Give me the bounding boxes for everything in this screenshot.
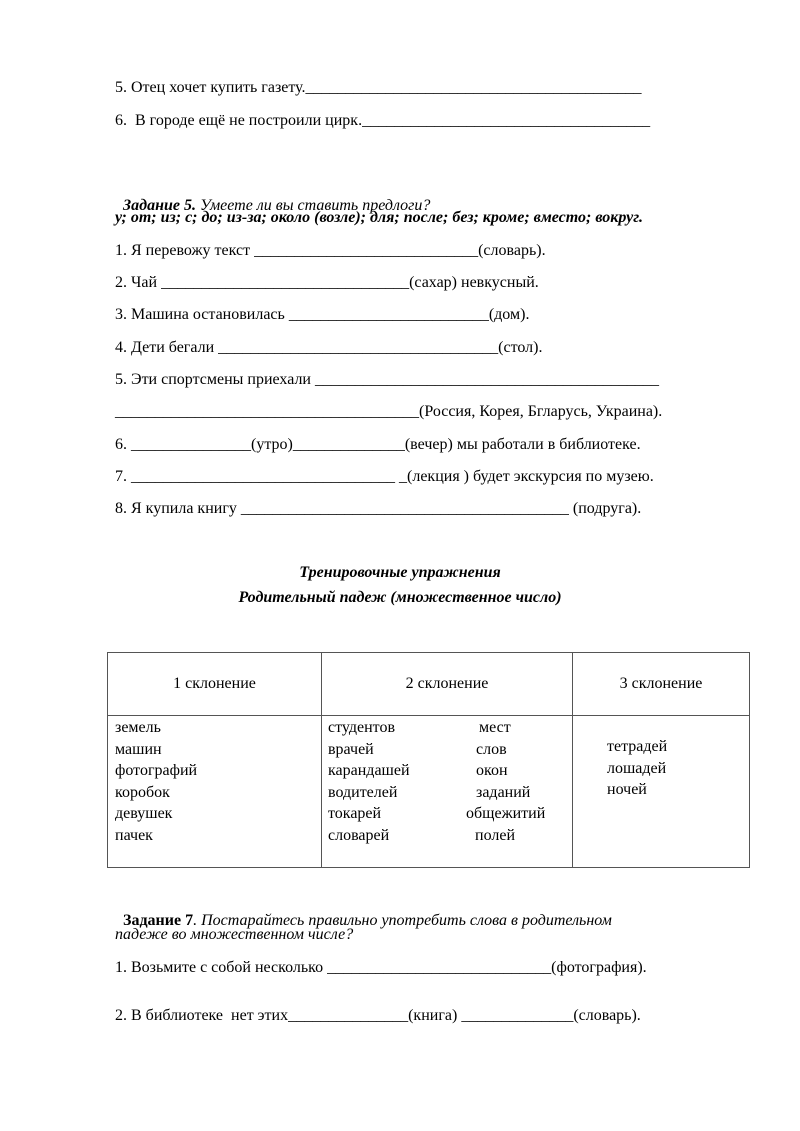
exercise-line-6: 6. В городе ещё не построили цирк.____________________________________ xyxy=(115,112,651,129)
section-subheading: Родительный падеж (множественное число) xyxy=(238,589,562,606)
header-declension-1: 1 склонение xyxy=(108,653,322,716)
task5-question: Умеете ли вы ставить предлоги? xyxy=(195,197,431,214)
word: тетрадей xyxy=(607,738,668,755)
cell-declension-3 xyxy=(573,716,750,868)
word: врачей xyxy=(328,740,374,758)
task5-item-4: 4. Дети бегали ___________________________________(стол). xyxy=(115,339,543,356)
header-declension-2: 2 склонение xyxy=(322,653,573,716)
task7-label: Задание 7 xyxy=(123,912,194,929)
word: ночей xyxy=(607,781,647,798)
task5-item-5-cont: ______________________________________(Россия, Корея, Бгларусь, Украина). xyxy=(115,403,663,420)
word: фотографий xyxy=(115,762,198,779)
task7-question-cont: падеже во множественном числе? xyxy=(115,926,354,943)
word: пачек xyxy=(115,826,153,844)
task5-item-7: 7. _________________________________ _(лекция ) будет экскурсия по музею. xyxy=(115,468,654,485)
word: машин xyxy=(115,740,162,758)
word: словарей xyxy=(328,826,390,844)
task5-label: Задание 5. xyxy=(123,197,196,214)
word: студентов xyxy=(328,719,396,736)
word: девушек xyxy=(115,805,173,822)
task5-item-2: 2. Чай _______________________________(сахар) невкусный. xyxy=(115,274,539,291)
header-declension-3: 3 склонение xyxy=(573,653,750,716)
word: окон xyxy=(476,762,508,779)
word: земель xyxy=(115,719,161,736)
task5-item-3: 3. Машина остановилась _________________________(дом). xyxy=(115,306,530,323)
cell-declension-1 xyxy=(108,716,322,868)
cell-declension-2 xyxy=(322,716,573,868)
section-heading: Тренировочные упражнения xyxy=(299,564,501,581)
task5-item-6: 6. _______________(утро)______________(вечер) мы работали в библиотеке. xyxy=(115,436,641,453)
table-row xyxy=(108,716,750,868)
task7-item-2: 2. В библиотеке нет этих_______________(книга) ______________(словарь). xyxy=(115,1007,641,1024)
table-header-row xyxy=(108,653,750,716)
word: полей xyxy=(475,826,515,844)
task7-item-1: 1. Возьмите с собой несколько ____________________________(фотография). xyxy=(115,959,647,976)
word: коробок xyxy=(115,783,170,801)
word: заданий xyxy=(476,783,531,801)
task5-item-8: 8. Я купила книгу _________________________________________ (подруга). xyxy=(115,500,642,517)
task7-question: . Постарайтесь правильно употребить слова в родительном xyxy=(193,912,612,929)
task5-prepositions: у; от; из; с; до; из-за; около (возле); для; после; без; кроме; вместо; вокруг. xyxy=(115,209,643,226)
exercise-line-5: 5. Отец хочет купить газету.__________________________________________ xyxy=(115,79,642,96)
word: лошадей xyxy=(607,759,667,777)
word: слов xyxy=(476,740,507,758)
declension-table xyxy=(107,652,750,868)
word: токарей xyxy=(328,805,382,822)
word: общежитий xyxy=(466,805,546,822)
word: мест xyxy=(479,719,511,736)
task5-item-1: 1. Я перевожу текст ____________________________(словарь). xyxy=(115,242,546,259)
task5-item-5: 5. Эти спортсмены приехали ___________________________________________ xyxy=(115,371,659,388)
word: карандашей xyxy=(328,762,410,779)
word: водителей xyxy=(328,783,398,801)
